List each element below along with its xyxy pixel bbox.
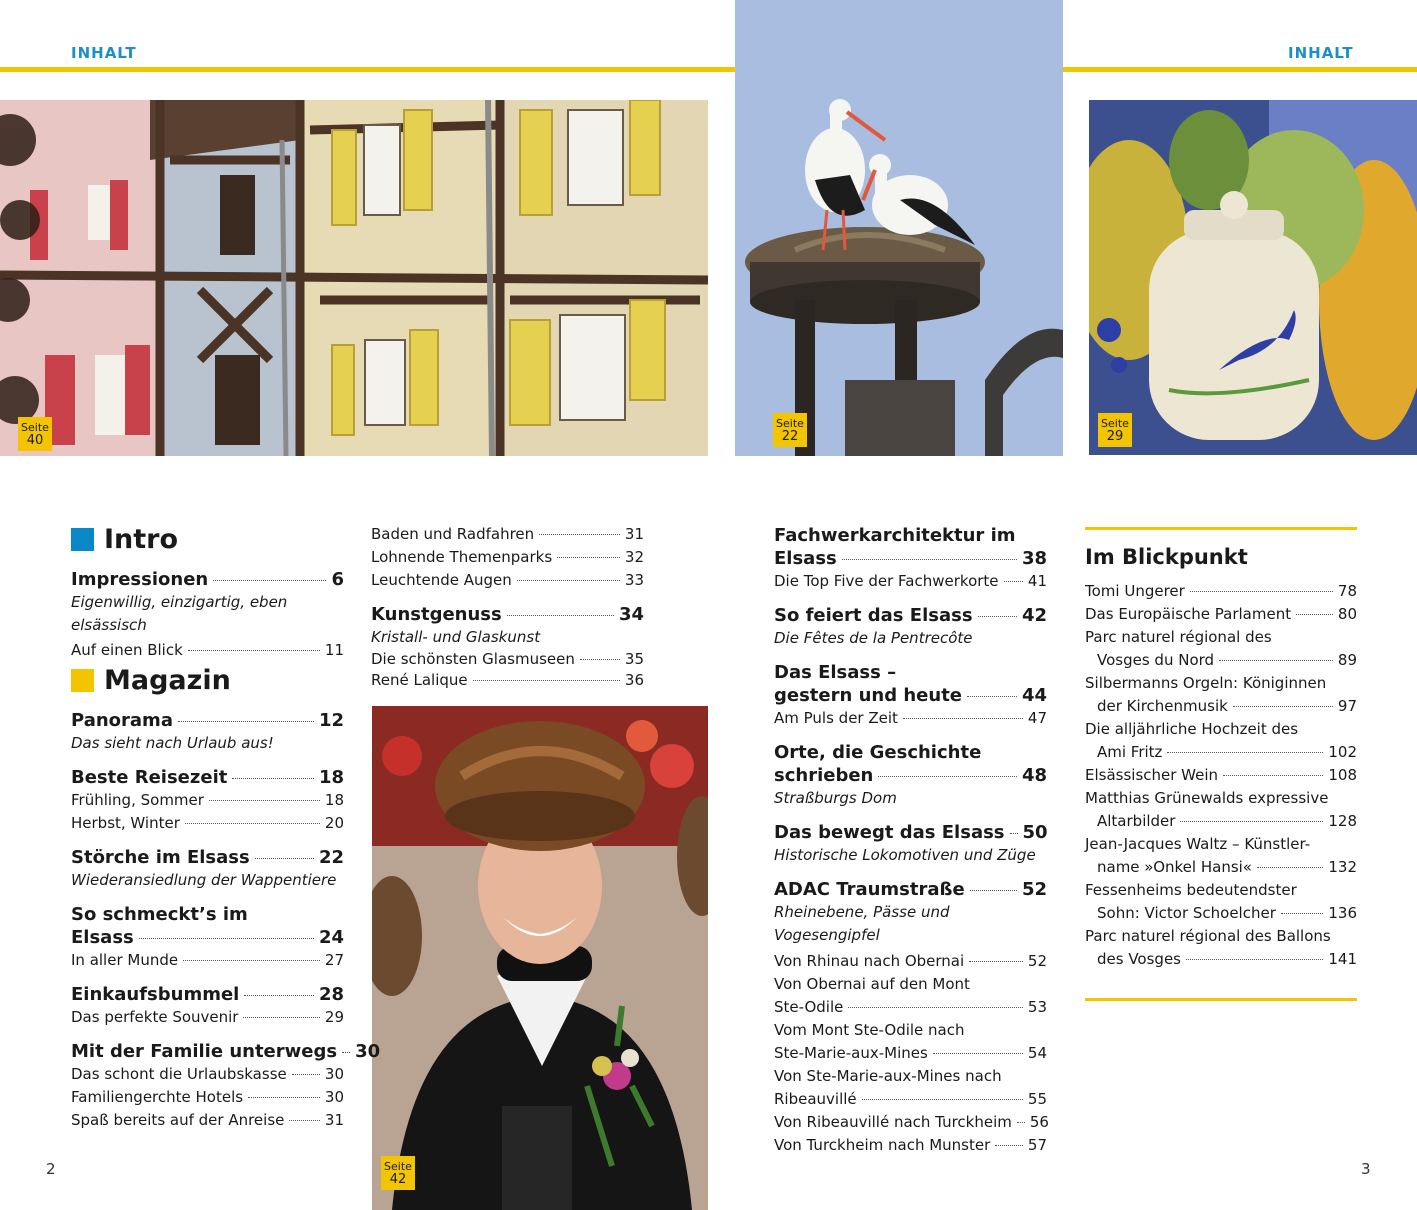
entry-page: 136	[1328, 904, 1357, 922]
toc-entry[interactable]	[71, 709, 344, 732]
toc-column-3	[774, 524, 1047, 1157]
entry-title-line1: Vom Mont Ste-Odile nach	[774, 1021, 965, 1039]
entry-page: 89	[1337, 651, 1357, 669]
entry-subtitle: Die Fêtes de la Pentrecôte	[774, 629, 973, 647]
toc-column-1	[71, 568, 344, 662]
entry-title: der Kirchenmusik	[1097, 697, 1228, 715]
entry-subtitle: Rheinebene, Pässe und Vogesengipfel	[774, 903, 950, 944]
magazin-heading	[71, 665, 231, 696]
toc-entry[interactable]	[71, 639, 344, 662]
toc-entry[interactable]	[774, 1042, 1047, 1065]
entry-page: 27	[324, 951, 344, 969]
toc-entry[interactable]	[371, 569, 644, 592]
entry-title-line1: Von Obernai auf den Mont	[774, 975, 970, 993]
blickpunkt-title: Im Blickpunkt	[1085, 545, 1248, 569]
entry-page: 30	[355, 1041, 381, 1062]
entry-page: 48	[1021, 765, 1047, 786]
entry-title: Das Europäische Parlament	[1085, 605, 1292, 623]
toc-entry[interactable]	[774, 821, 1047, 844]
toc-entry[interactable]	[774, 547, 1047, 570]
entry-title: Von Turckheim nach Munster	[774, 1136, 991, 1154]
entry-title: Einkaufsbummel	[71, 984, 240, 1005]
entry-page: 31	[324, 1111, 344, 1129]
entry-subtitle: Eigenwillig, einzigartig, eben elsässisch	[71, 593, 288, 634]
toc-entry[interactable]	[774, 1111, 1047, 1134]
page-badge-22	[773, 413, 807, 447]
entry-title: schrieben	[774, 765, 874, 786]
entry-title-line1: Silbermanns Orgeln: Königinnen	[1085, 674, 1327, 692]
entry-title: Elsass	[71, 927, 134, 948]
toc-entry[interactable]	[1085, 580, 1357, 603]
entry-title: name »Onkel Hansi«	[1097, 858, 1252, 876]
toc-entry[interactable]	[1085, 902, 1357, 925]
badge-page: 29	[1106, 429, 1124, 444]
entry-title: Von Ribeauvillé nach Turckheim	[774, 1113, 1012, 1131]
entry-page: 18	[324, 791, 344, 809]
entry-subtitle: Straßburgs Dom	[774, 789, 897, 807]
badge-label: Seite	[21, 421, 49, 434]
entry-page: 20	[324, 814, 344, 832]
entry-page: 102	[1328, 743, 1357, 761]
entry-title: Beste Reisezeit	[71, 767, 228, 788]
entry-title: Vosges du Nord	[1097, 651, 1215, 669]
entry-title: Impressionen	[71, 569, 209, 590]
entry-title: Die Top Five der Fachwerkorte	[774, 572, 999, 590]
entry-page: 42	[1021, 605, 1047, 626]
entry-title: Ami Fritz	[1097, 743, 1163, 761]
entry-page: 108	[1328, 766, 1357, 784]
toc-entry[interactable]	[1085, 948, 1357, 971]
entry-title: Ribeauvillé	[774, 1090, 857, 1108]
entry-page: 54	[1027, 1044, 1047, 1062]
entry-page: 22	[318, 847, 344, 868]
entry-page: 6	[331, 569, 344, 590]
entry-page: 28	[318, 984, 344, 1005]
header-rule-left	[0, 67, 735, 72]
page-badge-29	[1098, 413, 1132, 447]
toc-column-blickpunkt	[1085, 542, 1357, 971]
magazin-title: Magazin	[104, 665, 231, 696]
entry-title: Spaß bereits auf der Anreise	[71, 1111, 285, 1129]
badge-page: 40	[26, 433, 44, 448]
entry-page: 12	[318, 710, 344, 731]
page-badge-40	[18, 417, 52, 451]
badge-label: Seite	[384, 1160, 412, 1173]
entry-subtitle: Historische Lokomotiven und Züge	[774, 846, 1036, 864]
toc-entry[interactable]	[71, 812, 344, 835]
intro-heading	[71, 524, 178, 555]
toc-entry[interactable]	[774, 1134, 1047, 1157]
page-number-right: 3	[1361, 1160, 1371, 1178]
entry-page: 41	[1027, 572, 1047, 590]
entry-page: 30	[324, 1065, 344, 1083]
photo-half-timbered-houses	[0, 100, 708, 456]
entry-title-line1: Das Elsass –	[774, 662, 897, 683]
entry-title: Am Puls der Zeit	[774, 709, 898, 727]
toc-entry[interactable]	[71, 983, 344, 1006]
entry-title-line1: Orte, die Geschichte	[774, 742, 982, 763]
toc-entry[interactable]	[71, 846, 344, 869]
houses-illustration	[0, 100, 708, 456]
entry-title: Kunstgenuss	[371, 604, 502, 625]
entry-page: 24	[318, 927, 344, 948]
magazin-square-icon	[71, 669, 94, 692]
entry-title: Die schönsten Glasmuseen	[371, 650, 575, 668]
blickpunkt-rule-top	[1085, 527, 1357, 530]
badge-label: Seite	[776, 417, 804, 430]
toc-column-1-magazin	[71, 709, 381, 1132]
toc-entry[interactable]	[71, 766, 344, 789]
photo-pottery	[1089, 100, 1417, 455]
entry-page: 29	[324, 1008, 344, 1026]
toc-entry[interactable]	[1085, 810, 1357, 833]
toc-entry[interactable]	[774, 570, 1047, 593]
entry-title: Panorama	[71, 710, 173, 731]
entry-title: Baden und Radfahren	[371, 525, 535, 543]
pottery-illustration	[1089, 100, 1417, 455]
toc-entry[interactable]	[774, 707, 1047, 730]
header-label-left: INHALT	[71, 44, 137, 62]
toc-entry[interactable]	[1085, 695, 1357, 718]
entry-subtitle: Kristall- und Glaskunst	[371, 628, 541, 646]
toc-entry[interactable]	[71, 1040, 381, 1063]
entry-page: 53	[1027, 998, 1047, 1016]
toc-entry[interactable]	[71, 1109, 344, 1132]
entry-page: 50	[1022, 822, 1048, 843]
toc-entry[interactable]	[774, 878, 1047, 901]
entry-title-line1: Matthias Grünewalds expressive	[1085, 789, 1329, 807]
header-label-right: INHALT	[1288, 44, 1354, 62]
entry-title-line1: Parc naturel régional des	[1085, 628, 1272, 646]
entry-title: des Vosges	[1097, 950, 1181, 968]
entry-page: 56	[1029, 1113, 1049, 1131]
badge-page: 42	[389, 1172, 407, 1187]
entry-page: 78	[1337, 582, 1357, 600]
entry-page: 32	[624, 548, 644, 566]
toc-entry[interactable]	[71, 1086, 344, 1109]
entry-title: Lohnende Themenparks	[371, 548, 553, 566]
toc-entry[interactable]	[774, 950, 1047, 973]
entry-title: Mit der Familie unterwegs	[71, 1041, 338, 1062]
toc-entry[interactable]	[71, 568, 344, 591]
entry-title: Das perfekte Souvenir	[71, 1008, 239, 1026]
entry-title: Ste-Marie-aux-Mines	[774, 1044, 928, 1062]
entry-page: 11	[324, 641, 344, 659]
entry-title: Störche im Elsass	[71, 847, 250, 868]
badge-label: Seite	[1101, 417, 1129, 430]
entry-page: 33	[624, 571, 644, 589]
entry-title: Sohn: Victor Schoelcher	[1097, 904, 1276, 922]
entry-title: Elsass	[774, 548, 837, 569]
entry-page: 128	[1328, 812, 1357, 830]
entry-title: In aller Munde	[71, 951, 179, 969]
entry-title-line1: Jean-Jacques Waltz – Künstler-	[1085, 835, 1311, 853]
entry-subtitle: Wiederansiedlung der Wappentiere	[71, 871, 337, 889]
toc-entry[interactable]	[371, 670, 644, 691]
entry-title: So feiert das Elsass	[774, 605, 973, 626]
entry-page: 35	[624, 650, 644, 668]
toc-entry[interactable]	[774, 684, 1047, 707]
toc-entry[interactable]	[371, 523, 644, 546]
toc-column-2	[371, 523, 644, 691]
badge-page: 22	[781, 429, 799, 444]
storks-illustration	[735, 0, 1063, 456]
entry-title: René Lalique	[371, 671, 468, 689]
entry-title-line1: Die alljährliche Hochzeit des	[1085, 720, 1299, 738]
entry-title: Das bewegt das Elsass	[774, 822, 1005, 843]
entry-title: Familiengerchte Hotels	[71, 1088, 244, 1106]
toc-entry[interactable]	[371, 603, 644, 626]
entry-title-line1: Von Ste-Marie-aux-Mines nach	[774, 1067, 1002, 1085]
toc-entry[interactable]	[71, 789, 344, 812]
entry-page: 57	[1027, 1136, 1047, 1154]
entry-title: gestern und heute	[774, 685, 963, 706]
toc-entry[interactable]	[1085, 764, 1357, 787]
photo-storks-nest	[735, 0, 1063, 456]
entry-title: Auf einen Blick	[71, 641, 183, 659]
entry-page: 34	[618, 604, 644, 625]
entry-page: 80	[1337, 605, 1357, 623]
entry-title: Elsässischer Wein	[1085, 766, 1219, 784]
entry-page: 38	[1021, 548, 1047, 569]
entry-page: 141	[1328, 950, 1357, 968]
entry-page: 36	[624, 671, 644, 689]
toc-entry[interactable]	[71, 1006, 344, 1029]
header-rule-right	[1063, 67, 1417, 72]
entry-page: 30	[324, 1088, 344, 1106]
toc-entry[interactable]	[1085, 741, 1357, 764]
intro-title: Intro	[104, 524, 179, 555]
entry-title: Das schont die Urlaubskasse	[71, 1065, 287, 1083]
portrait-illustration	[372, 706, 708, 1210]
entry-title-line1: Fessenheims bedeutendster	[1085, 881, 1297, 899]
entry-title: Tomi Ungerer	[1085, 582, 1185, 600]
entry-title-line1: Parc naturel régional des Ballons	[1085, 927, 1331, 945]
toc-entry[interactable]	[774, 996, 1047, 1019]
toc-entry[interactable]	[1085, 603, 1357, 626]
entry-title-line1: Fachwerkarchitektur im	[774, 525, 1016, 546]
entry-page: 31	[624, 525, 644, 543]
entry-title: Leuchtende Augen	[371, 571, 512, 589]
entry-title: Ste-Odile	[774, 998, 844, 1016]
blickpunkt-rule-bottom	[1085, 998, 1357, 1001]
entry-page: 132	[1328, 858, 1357, 876]
entry-title: Altarbilder	[1097, 812, 1176, 830]
toc-entry[interactable]	[774, 604, 1047, 627]
photo-man-fur-hat	[372, 706, 708, 1210]
entry-page: 18	[318, 767, 344, 788]
intro-square-icon	[71, 528, 94, 551]
entry-page: 55	[1027, 1090, 1047, 1108]
entry-title-line1: So schmeckt’s im	[71, 904, 248, 925]
toc-entry[interactable]	[1085, 649, 1357, 672]
page-badge-42	[381, 1156, 415, 1190]
entry-page: 97	[1337, 697, 1357, 715]
entry-title: Frühling, Sommer	[71, 791, 204, 809]
entry-page: 47	[1027, 709, 1047, 727]
entry-page: 52	[1021, 879, 1047, 900]
entry-title: ADAC Traumstraße	[774, 879, 965, 900]
toc-entry[interactable]	[371, 546, 644, 569]
toc-entry[interactable]	[774, 764, 1047, 787]
toc-entry[interactable]	[1085, 856, 1357, 879]
page-number-left: 2	[46, 1160, 56, 1178]
entry-title: Von Rhinau nach Obernai	[774, 952, 965, 970]
toc-entry[interactable]	[71, 926, 344, 949]
entry-page: 44	[1021, 685, 1047, 706]
entry-page: 52	[1027, 952, 1047, 970]
toc-entry[interactable]	[71, 949, 344, 972]
entry-title: Herbst, Winter	[71, 814, 180, 832]
toc-entry[interactable]	[71, 1063, 344, 1086]
toc-entry[interactable]	[371, 649, 644, 670]
toc-entry[interactable]	[774, 1088, 1047, 1111]
entry-subtitle: Das sieht nach Urlaub aus!	[71, 734, 274, 752]
